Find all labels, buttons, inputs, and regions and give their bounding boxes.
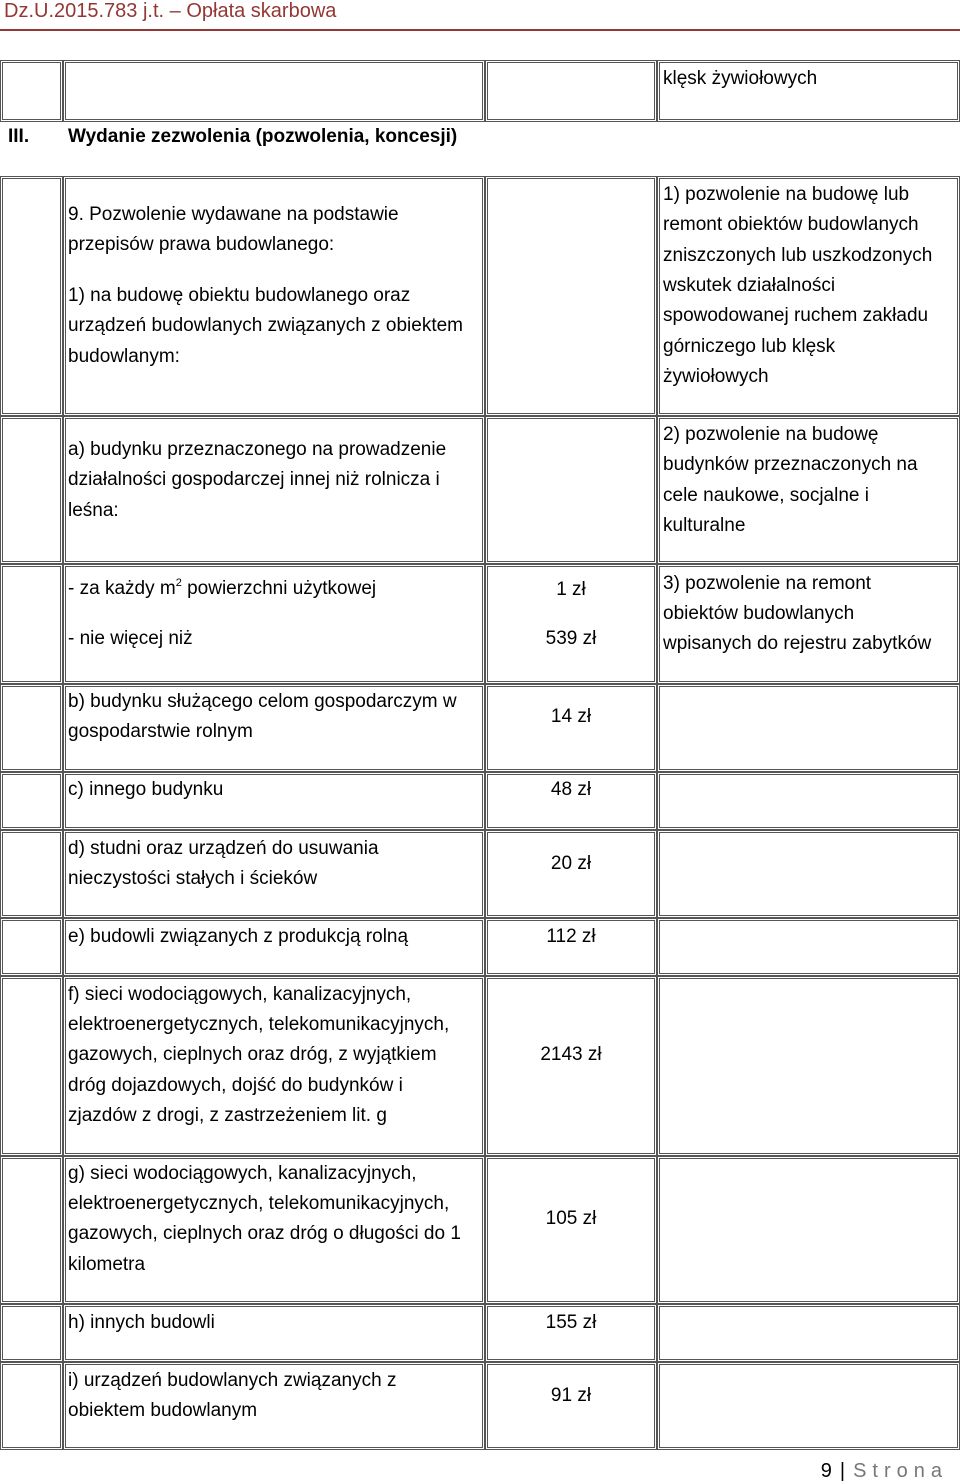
item-f-fee: 2143 zł — [540, 1044, 602, 1065]
exemption-3-line: wpisanych do rejestru zabytków — [663, 633, 932, 654]
cell-a-col1 — [0, 416, 63, 564]
cell-rates-col1 — [0, 564, 63, 684]
item-g-line: kilometra — [68, 1254, 146, 1275]
cell-top-col2 — [63, 60, 485, 122]
cell-9-col1 — [0, 176, 63, 416]
item-g-fee: 105 zł — [545, 1208, 597, 1229]
exemption-3-line: 3) pozwolenie na remont — [663, 573, 872, 594]
cell-c-col1 — [0, 772, 63, 830]
cell-b-col1 — [0, 684, 63, 772]
item-i-line: i) urządzeń budowlanych związanych z — [68, 1370, 397, 1391]
item-i-line: obiektem budowlanym — [68, 1400, 258, 1421]
item-b-line: gospodarstwie rolnym — [68, 721, 253, 742]
item-f-line: zjazdów z drogi, z zastrzeżeniem lit. g — [68, 1105, 387, 1126]
exemption-1-line: 1) pozwolenie na budowę lub — [663, 184, 910, 205]
item-a-line: a) budynku przeznaczonego na prowadzenie — [68, 439, 447, 460]
exemption-3-line: obiektów budowlanych — [663, 603, 855, 624]
item-a-line: leśna: — [68, 500, 119, 521]
cell-h-col1 — [0, 1304, 63, 1362]
item-9-line: 9. Pozwolenie wydawane na podstawie — [68, 204, 399, 225]
cell-h-col4 — [657, 1304, 960, 1362]
exemption-2-line: cele naukowe, socjalne i — [663, 485, 869, 506]
exemption-2-line: 2) pozwolenie na budowę — [663, 424, 879, 445]
section-title: Wydanie zezwolenia (pozwolenia, koncesji) — [68, 126, 458, 147]
page-label: Strona — [853, 1460, 948, 1482]
page-number: 9 — [820, 1460, 832, 1482]
rate-max-fee: 539 zł — [545, 628, 597, 649]
item-g-line: gazowych, cieplnych oraz dróg o długości do 1 — [68, 1223, 461, 1244]
item-c-fee: 48 zł — [550, 779, 592, 800]
cell-9-col3 — [485, 176, 657, 416]
exemption-1-line: remont obiektów budowlanych — [663, 214, 919, 235]
item-g-line: g) sieci wodociągowych, kanalizacyjnych, — [68, 1163, 417, 1184]
cell-i-col4 — [657, 1362, 960, 1450]
item-c-line: c) innego budynku — [68, 779, 224, 800]
exemption-1-line: wskutek działalności — [663, 275, 836, 296]
item-b-fee: 14 zł — [550, 706, 592, 727]
rate-per-m2-fee: 1 zł — [556, 579, 586, 600]
rate-per-m2-label — [68, 574, 376, 604]
item-g-line: elektroenergetycznych, telekomunikacyjnych, — [68, 1193, 450, 1214]
cell-f-col1 — [0, 976, 63, 1156]
item-d-fee: 20 zł — [550, 853, 592, 874]
footer-separator: | — [839, 1460, 846, 1482]
item-9-sub-line: budowlanym: — [68, 346, 180, 367]
item-f-line: f) sieci wodociągowych, kanalizacyjnych, — [68, 984, 412, 1005]
cell-i-col1 — [0, 1362, 63, 1450]
cell-top-col1 — [0, 60, 63, 122]
rate-max-label: - nie więcej niż — [68, 628, 193, 649]
cell-g-col1 — [0, 1156, 63, 1304]
item-f-line: gazowych, cieplnych oraz dróg, z wyjątkiem — [68, 1044, 437, 1065]
exemption-1-line: żywiołowych — [663, 366, 769, 387]
section-number: III. — [8, 126, 30, 147]
item-9-sub-line: 1) na budowę obiektu budowlanego oraz — [68, 285, 411, 306]
exemption-2-line: budynków przeznaczonych na — [663, 454, 918, 475]
cell-c-col4 — [657, 772, 960, 830]
header-divider — [0, 29, 960, 31]
cell-a-col3 — [485, 416, 657, 564]
item-b-line: b) budynku służącego celom gospodarczym w — [68, 691, 457, 712]
cell-b-col4 — [657, 684, 960, 772]
item-i-fee: 91 zł — [550, 1385, 592, 1406]
exemption-1-line: zniszczonych lub uszkodzonych — [663, 245, 933, 266]
cell-d-col4 — [657, 830, 960, 918]
superscript-2: 2 — [175, 577, 182, 589]
item-e-fee: 112 zł — [546, 926, 596, 947]
item-9-sub-line: urządzeń budowlanych związanych z obiektem — [68, 315, 463, 336]
item-h-fee: 155 zł — [545, 1312, 597, 1333]
cell-g-col4 — [657, 1156, 960, 1304]
cell-e-col4 — [657, 918, 960, 976]
cell-d-col1 — [0, 830, 63, 918]
rate-per-m2-suffix: powierzchni użytkowej — [181, 578, 377, 599]
exemption-1-line: górniczego lub klęsk — [663, 336, 836, 357]
item-e-line: e) budowli związanych z produkcją rolną — [68, 926, 409, 947]
exemption-continuation: klęsk żywiołowych — [663, 68, 818, 89]
exemption-1-line: spowodowanej ruchem zakładu — [663, 305, 929, 326]
page-footer — [821, 1460, 948, 1482]
item-h-line: h) innych budowli — [68, 1312, 215, 1333]
document-header: Dz.U.2015.783 j.t. – Opłata skarbowa — [4, 0, 337, 22]
item-d-line: nieczystości stałych i ścieków — [68, 868, 318, 889]
cell-f-col4 — [657, 976, 960, 1156]
rate-per-m2-prefix: - za każdy m — [68, 578, 176, 599]
item-f-line: elektroenergetycznych, telekomunikacyjnych, — [68, 1014, 450, 1035]
item-d-line: d) studni oraz urządzeń do usuwania — [68, 838, 379, 859]
cell-top-col3 — [485, 60, 657, 122]
item-9-line: przepisów prawa budowlanego: — [68, 234, 335, 255]
exemption-2-line: kulturalne — [663, 515, 746, 536]
item-f-line: dróg dojazdowych, dojść do budynków i — [68, 1075, 403, 1096]
cell-e-col1 — [0, 918, 63, 976]
item-a-line: działalności gospodarczej innej niż rolnicza i — [68, 469, 440, 490]
